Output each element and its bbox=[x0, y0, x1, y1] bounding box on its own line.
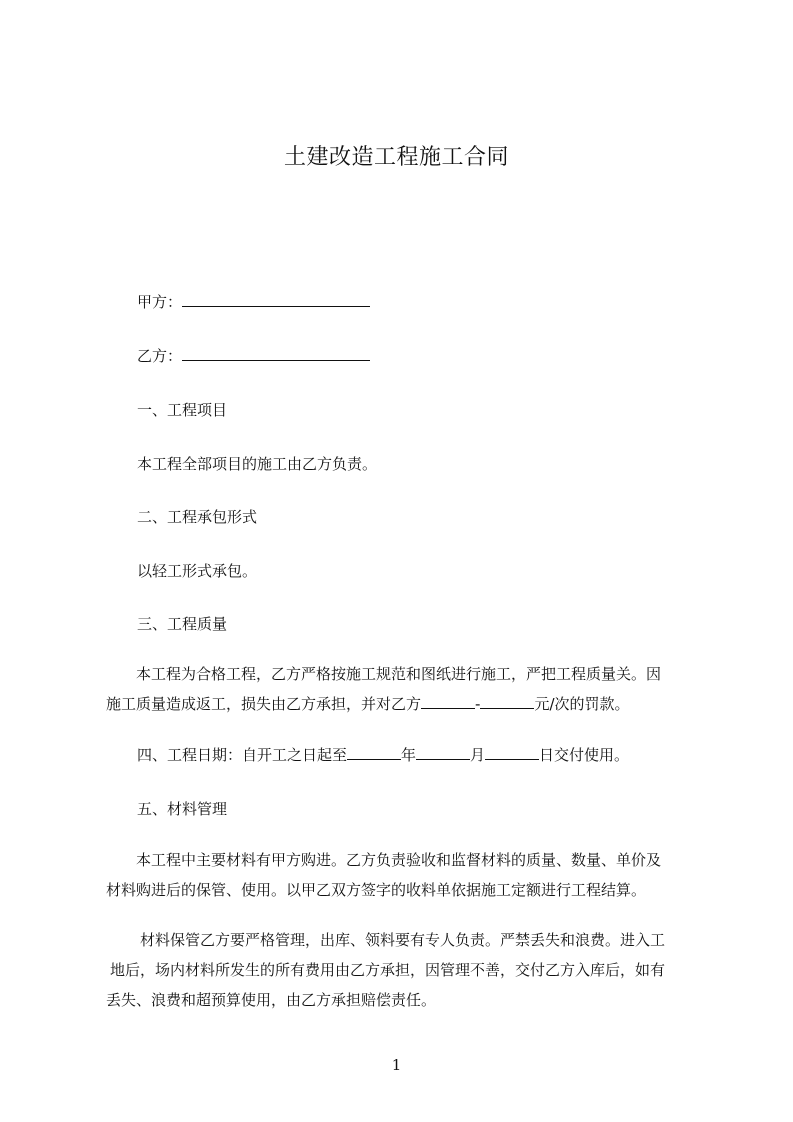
section1-heading: 一、工程项目 bbox=[137, 401, 228, 419]
section1-text: 本工程全部项目的施工由乙方负责。 bbox=[137, 455, 378, 473]
section3-heading: 三、工程质量 bbox=[137, 615, 228, 633]
page-number: 1 bbox=[391, 1056, 402, 1074]
party-b-label: 乙方： bbox=[137, 347, 183, 365]
year-label: 年 bbox=[401, 746, 417, 764]
year-blank bbox=[347, 745, 401, 760]
penalty-min-blank bbox=[421, 694, 475, 709]
section5-p2-line2: 地后，场内材料所发生的所有费用由乙方承担，因管理不善，交付乙方入库后，如有 bbox=[110, 961, 666, 979]
contract-title: 土建改造工程施工合同 bbox=[283, 145, 509, 170]
party-a-blank bbox=[182, 292, 370, 307]
section5-heading: 五、材料管理 bbox=[137, 800, 228, 818]
section5-paragraph2 bbox=[106, 925, 700, 1015]
section3-dash: - bbox=[475, 695, 481, 713]
section3-paragraph bbox=[106, 659, 700, 719]
party-b-blank bbox=[182, 346, 370, 361]
section3-line2-b: 元/次的罚款。 bbox=[534, 695, 630, 713]
section3-line1: 本工程为合格工程，乙方严格按施工规范和图纸进行施工，严把工程质量关。因 bbox=[136, 665, 662, 683]
section5-paragraph1 bbox=[106, 845, 700, 905]
section5-p1-line1: 本工程中主要材料有甲方购进。乙方负责验收和监督材料的质量、数量、单价及 bbox=[136, 851, 662, 869]
day-blank bbox=[485, 745, 539, 760]
month-label: 月 bbox=[470, 746, 486, 764]
section5-p2-line3: 丢失、浪费和超预算使用，由乙方承担赔偿责任。 bbox=[106, 991, 437, 1009]
party-b-line bbox=[137, 345, 370, 366]
section3-line2-a: 施工质量造成返工，损失由乙方承担，并对乙方 bbox=[106, 695, 422, 713]
section4-text-a: 四、工程日期：自开工之日起至 bbox=[137, 746, 348, 764]
party-a-label: 甲方： bbox=[137, 293, 183, 311]
section2-text: 以轻工形式承包。 bbox=[137, 562, 258, 580]
penalty-max-blank bbox=[480, 694, 534, 709]
month-blank bbox=[416, 745, 470, 760]
party-a-line bbox=[137, 291, 370, 312]
section4-text-b: 日交付使用。 bbox=[539, 746, 630, 764]
section2-heading: 二、工程承包形式 bbox=[137, 508, 258, 526]
section4-line bbox=[137, 744, 629, 765]
section5-p1-line2: 材料购进后的保管、使用。以甲乙双方签字的收料单依据施工定额进行工程结算。 bbox=[106, 881, 647, 899]
section5-p2-line1: 材料保管乙方要严格管理，出库、领料要有专人负责。严禁丢失和浪费。进入工 bbox=[140, 931, 666, 949]
